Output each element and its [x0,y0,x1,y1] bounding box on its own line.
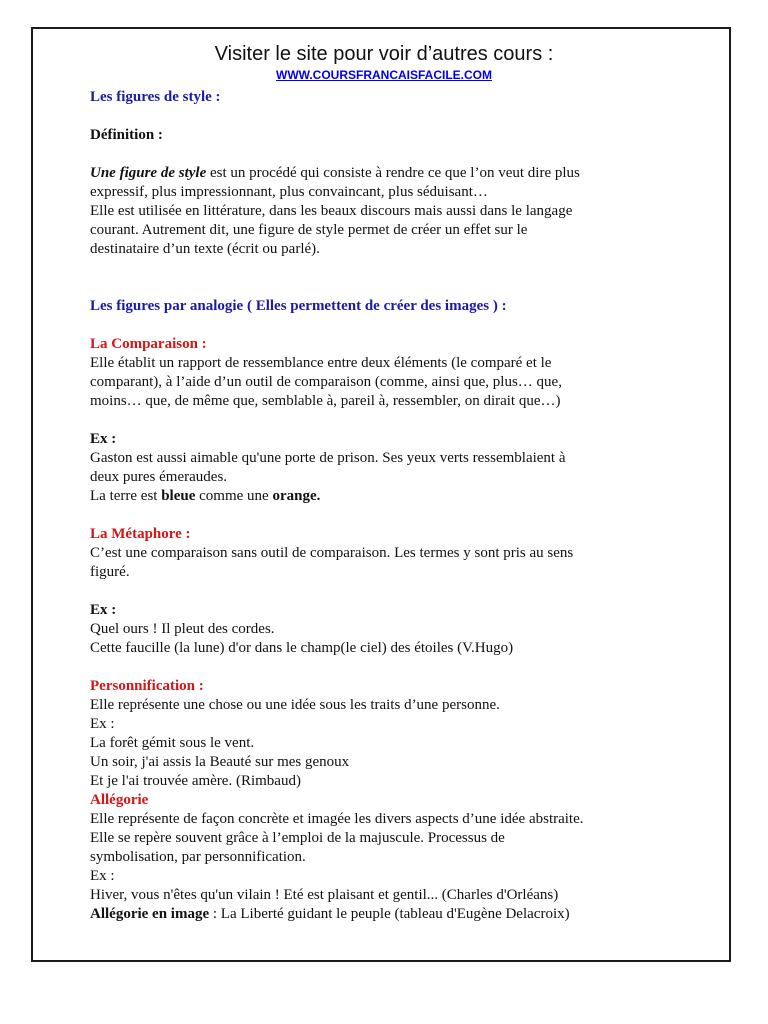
comparaison-desc: Elle établit un rapport de ressemblance entre deux éléments (le comparé et le [90,355,552,371]
definition-term: Une figure de style [90,165,207,181]
example-line [90,487,690,506]
example-line: La forêt gémit sous le vent. [90,735,255,751]
example-bold-word: bleue [161,488,196,504]
example-line: Et je l'ai trouvée amère. (Rimbaud) [90,773,301,789]
example-label: Ex : [90,431,117,447]
comparaison-desc: comparant), à l’aide d’un outil de comparaison (comme, ainsi que, plus… que, [90,374,562,390]
metaphore-desc: figuré. [90,564,130,580]
definition-line [90,164,690,183]
example-line: Un soir, j'ai assis la Beauté sur mes genoux [90,754,350,770]
allegorie-image-label: Allégorie en image [90,906,210,922]
example-line: Quel ours ! Il pleut des cordes. [90,621,275,637]
metaphore-title: La Métaphore : [90,526,191,542]
example-bold-word: orange. [272,488,321,504]
definition-text: est un procédé qui consiste à rendre ce que l’on veut dire plus [206,165,580,181]
example-line: Gaston est aussi aimable qu'une porte de prison. Ses yeux verts ressemblaient à [90,450,566,466]
personnification-desc: Elle représente une chose ou une idée sous les traits d’une personne. [90,697,500,713]
allegorie-desc: symbolisation, par personnification. [90,849,306,865]
section-title: Les figures de style : [90,89,221,105]
definition-line: expressif, plus impressionnant, plus convaincant, plus séduisant… [90,184,488,200]
comparaison-desc: moins… que, de même que, semblable à, pareil à, ressembler, on dirait que…) [90,393,561,409]
allegorie-desc: Elle se repère souvent grâce à l’emploi de la majuscule. Processus de [90,830,505,846]
definition-line: courant. Autrement dit, une figure de style permet de créer un effet sur le [90,222,528,238]
example-line: deux pures émeraudes. [90,469,228,485]
example-line: Hiver, vous n'êtes qu'un vilain ! Eté est plaisant et gentil... (Charles d'Orléans) [90,887,559,903]
example-text: La terre est [90,488,162,504]
example-line: Cette faucille (la lune) d'or dans le champ(le ciel) des étoiles (V.Hugo) [90,640,514,656]
allegorie-title: Allégorie [90,792,149,808]
example-text: comme une [195,488,273,504]
example-label: Ex : [90,868,115,884]
header-title: Visiter le site pour voir d’autres cours : [214,43,554,65]
definition-line: destinataire d’un texte (écrit ou parlé). [90,241,320,257]
allegorie-image-text: : La Liberté guidant le peuple (tableau d'Eugène Delacroix) [209,906,570,922]
definition-line: Elle est utilisée en littérature, dans les beaux discours mais aussi dans le langage [90,203,573,219]
example-label: Ex : [90,716,115,732]
document-body [90,88,690,924]
comparaison-title: La Comparaison : [90,336,207,352]
allegorie-desc: Elle représente de façon concrète et imagée les divers aspects d’une idée abstraite. [90,811,584,827]
example-line [90,905,690,924]
metaphore-desc: C’est une comparaison sans outil de comparaison. Les termes y sont pris au sens [90,545,574,561]
site-link[interactable]: WWW.COURSFRANCAISFACILE.COM [276,68,492,82]
definition-heading: Définition : [90,127,163,143]
personnification-title: Personnification : [90,678,204,694]
example-label: Ex : [90,602,117,618]
analogie-title: Les figures par analogie ( Elles permettent de créer des images ) : [90,298,507,314]
